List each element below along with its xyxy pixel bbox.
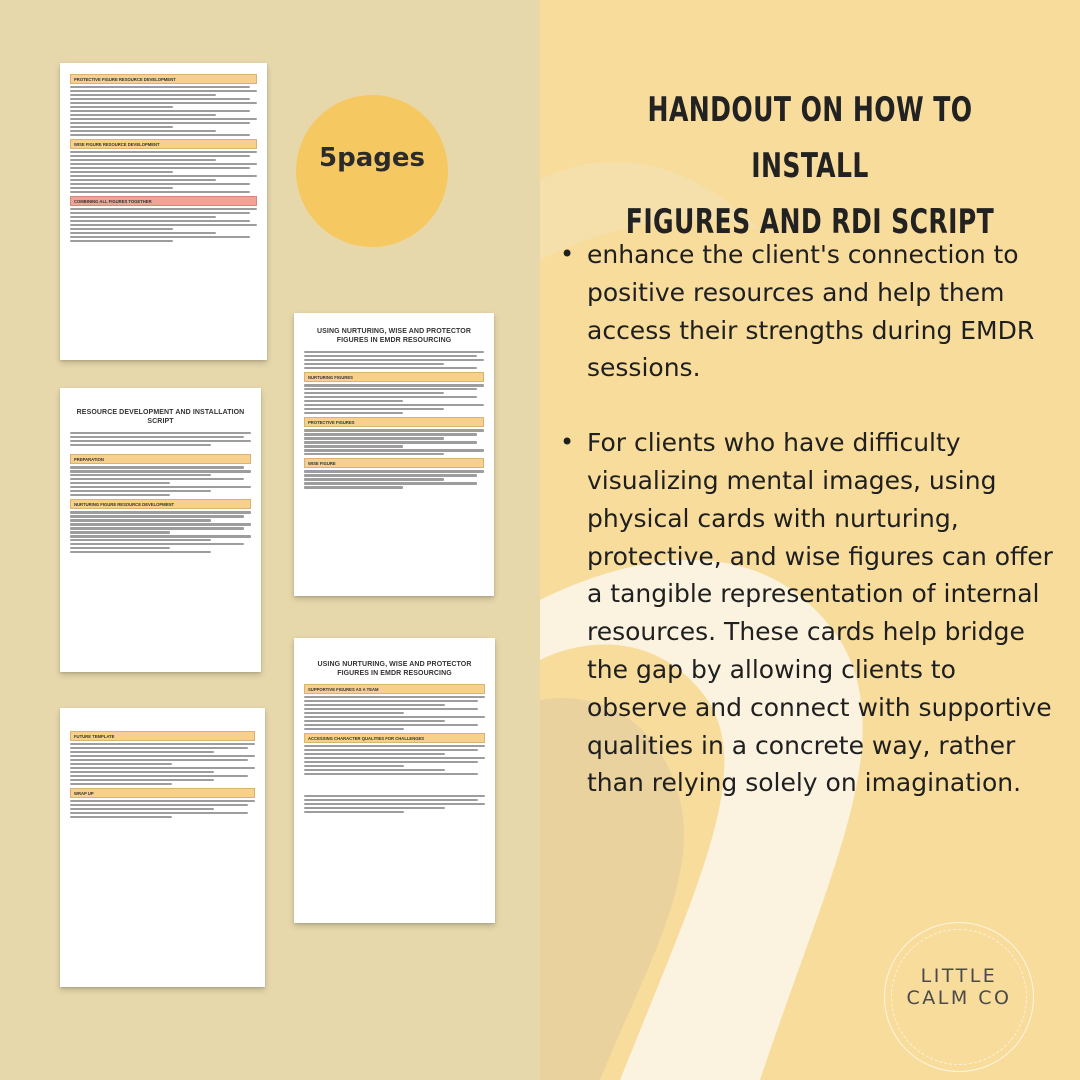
text-line bbox=[70, 816, 172, 818]
text-line bbox=[70, 747, 248, 749]
text-line bbox=[304, 449, 484, 451]
text-line bbox=[70, 167, 250, 169]
text-line bbox=[70, 543, 244, 545]
bullet-list bbox=[560, 236, 1060, 802]
logo-text-line-2: CALM CO bbox=[906, 987, 1012, 1009]
text-line bbox=[70, 118, 257, 120]
handout-page-4 bbox=[294, 313, 494, 596]
handout-page-1 bbox=[60, 63, 267, 360]
text-line bbox=[304, 392, 444, 394]
handout-page-3 bbox=[60, 708, 265, 987]
section-header: PREPARATION bbox=[70, 454, 251, 464]
text-line bbox=[304, 769, 445, 771]
headline-line-1: HANDOUT ON HOW TO INSTALL bbox=[647, 90, 973, 186]
section-header: PROTECTIVE FIGURES bbox=[304, 417, 484, 427]
text-line bbox=[70, 771, 214, 773]
text-line bbox=[70, 208, 257, 210]
text-line bbox=[70, 523, 251, 525]
text-line bbox=[304, 388, 477, 390]
text-line bbox=[70, 90, 257, 92]
text-line bbox=[70, 490, 211, 492]
text-line bbox=[304, 478, 444, 480]
text-line bbox=[304, 445, 403, 447]
text-line bbox=[70, 783, 172, 785]
section-header: PROTECTIVE FIGURE RESOURCE DEVELOPMENT bbox=[70, 74, 257, 84]
text-line bbox=[304, 704, 445, 706]
text-line bbox=[70, 751, 214, 753]
text-line bbox=[70, 531, 170, 533]
text-line bbox=[70, 151, 257, 153]
text-line bbox=[304, 700, 478, 702]
text-line bbox=[70, 163, 257, 165]
section-header: WISE FIGURE bbox=[304, 458, 484, 468]
text-line bbox=[70, 763, 172, 765]
text-line bbox=[304, 811, 404, 813]
text-line bbox=[304, 453, 444, 455]
text-line bbox=[70, 482, 170, 484]
text-line bbox=[70, 478, 244, 480]
section-header: SUPPORTIVE FIGURES AS A TEAM bbox=[304, 684, 485, 694]
text-line bbox=[70, 232, 216, 234]
text-line bbox=[70, 183, 250, 185]
section-header: WISE FIGURE RESOURCE DEVELOPMENT bbox=[70, 139, 257, 149]
section-header: WRAP UP bbox=[70, 788, 255, 798]
pages-badge-label: 5pages bbox=[319, 143, 425, 173]
text-line bbox=[70, 432, 251, 434]
text-line bbox=[304, 803, 485, 805]
text-line bbox=[70, 494, 170, 496]
text-line bbox=[304, 749, 478, 751]
text-line bbox=[70, 527, 244, 529]
text-line bbox=[304, 396, 477, 398]
text-line bbox=[304, 433, 477, 435]
text-line bbox=[70, 470, 251, 472]
text-line bbox=[304, 412, 403, 414]
text-line bbox=[70, 220, 250, 222]
text-line bbox=[304, 400, 403, 402]
text-line bbox=[70, 539, 211, 541]
text-line bbox=[70, 126, 173, 128]
text-line bbox=[304, 795, 485, 797]
text-line bbox=[70, 134, 250, 136]
text-line bbox=[70, 179, 216, 181]
text-line bbox=[304, 470, 484, 472]
section-header: NURTURING FIGURE RESOURCE DEVELOPMENT bbox=[70, 499, 251, 509]
text-line bbox=[70, 535, 251, 537]
text-line bbox=[70, 755, 255, 757]
text-line bbox=[70, 187, 173, 189]
bullet-dot-icon: • bbox=[560, 428, 575, 457]
text-line bbox=[70, 159, 216, 161]
text-line bbox=[304, 757, 485, 759]
text-line bbox=[70, 110, 250, 112]
text-line bbox=[70, 800, 255, 802]
text-line bbox=[70, 474, 211, 476]
text-line bbox=[304, 712, 404, 714]
text-line bbox=[304, 367, 477, 369]
text-line bbox=[70, 440, 251, 442]
bullet-text: enhance the client's connection to positive resources and help them access their strengths during EMDR sessions. bbox=[587, 240, 1035, 383]
text-line bbox=[70, 216, 216, 218]
text-line bbox=[304, 355, 477, 357]
text-line bbox=[70, 155, 250, 157]
text-line bbox=[304, 765, 404, 767]
bullet-item bbox=[560, 236, 1060, 387]
text-line bbox=[70, 191, 250, 193]
text-line bbox=[304, 474, 477, 476]
text-line bbox=[304, 720, 445, 722]
page-title: RESOURCE DEVELOPMENT AND INSTALLATION SCRIPT bbox=[76, 409, 245, 426]
text-line bbox=[70, 86, 250, 88]
text-line bbox=[70, 551, 211, 553]
text-line bbox=[70, 547, 170, 549]
text-line bbox=[70, 236, 250, 238]
text-line bbox=[304, 716, 485, 718]
text-line bbox=[70, 486, 251, 488]
text-line bbox=[304, 441, 477, 443]
text-line bbox=[70, 240, 173, 242]
text-line bbox=[304, 708, 478, 710]
text-line bbox=[70, 515, 244, 517]
text-line bbox=[304, 404, 484, 406]
text-line bbox=[70, 812, 248, 814]
text-line bbox=[70, 228, 173, 230]
text-line bbox=[70, 122, 250, 124]
text-line bbox=[304, 761, 478, 763]
section-header: NURTURING FIGURES bbox=[304, 372, 484, 382]
text-line bbox=[304, 696, 485, 698]
text-line bbox=[304, 437, 444, 439]
text-line bbox=[70, 175, 257, 177]
text-line bbox=[70, 519, 211, 521]
section-header: FUTURE TEMPLATE bbox=[70, 731, 255, 741]
text-line bbox=[304, 724, 478, 726]
text-line bbox=[70, 436, 244, 438]
headline-line-2: FIGURES AND RDI SCRIPT bbox=[625, 202, 995, 242]
text-line bbox=[70, 775, 248, 777]
text-line bbox=[70, 779, 214, 781]
text-line bbox=[70, 114, 216, 116]
text-line bbox=[70, 759, 248, 761]
text-line bbox=[70, 444, 211, 446]
text-line bbox=[70, 511, 251, 513]
text-line bbox=[70, 102, 257, 104]
text-line bbox=[70, 98, 250, 100]
text-line bbox=[304, 486, 403, 488]
text-line bbox=[70, 808, 214, 810]
section-header: COMBINING ALL FIGURES TOGETHER bbox=[70, 196, 257, 206]
text-line bbox=[304, 429, 484, 431]
logo-text-line-1: LITTLE bbox=[920, 965, 998, 987]
handout-page-2 bbox=[60, 388, 261, 672]
text-line bbox=[70, 106, 173, 108]
text-line bbox=[304, 482, 477, 484]
text-line bbox=[304, 359, 484, 361]
text-line bbox=[70, 130, 216, 132]
bullet-item bbox=[560, 424, 1060, 802]
bullet-text: For clients who have difficulty visualizing mental images, using physical cards with nurturing, protective, and wise figures can offer a tangible representation of internal resources. These cards help bridge the gap by allowing clients to observe and connect with supportive qualities in a concrete way, rather than relying solely on imagination. bbox=[587, 428, 1053, 798]
text-line bbox=[304, 807, 445, 809]
section-header: ACCESSING CHARACTER QUALITIES FOR CHALLENGES bbox=[304, 733, 485, 743]
text-line bbox=[70, 466, 244, 468]
text-line bbox=[70, 171, 173, 173]
text-line bbox=[70, 804, 248, 806]
page-title: USING NURTURING, WISE AND PROTECTOR FIGURES IN EMDR RESOURCING bbox=[316, 328, 471, 345]
text-line bbox=[70, 224, 257, 226]
text-line bbox=[304, 753, 445, 755]
text-line bbox=[304, 745, 485, 747]
headline bbox=[560, 82, 1060, 250]
text-line bbox=[304, 728, 404, 730]
text-line bbox=[304, 384, 484, 386]
text-line bbox=[304, 408, 444, 410]
text-line bbox=[304, 773, 478, 775]
text-line bbox=[70, 212, 250, 214]
text-line bbox=[304, 363, 444, 365]
bullet-dot-icon: • bbox=[560, 240, 575, 268]
page-title: USING NURTURING, WISE AND PROTECTOR FIGURES IN EMDR RESOURCING bbox=[317, 661, 472, 678]
handout-page-5 bbox=[294, 638, 495, 923]
text-line bbox=[70, 767, 255, 769]
text-line bbox=[70, 94, 216, 96]
text-line bbox=[304, 351, 484, 353]
text-line bbox=[70, 743, 255, 745]
text-line bbox=[304, 799, 478, 801]
